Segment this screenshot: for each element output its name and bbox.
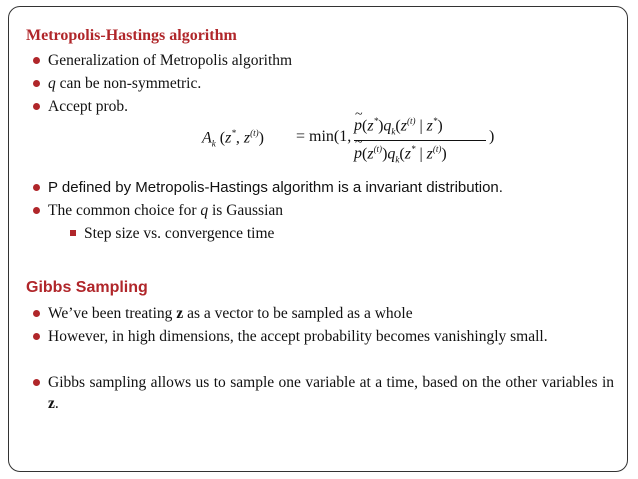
section-title-gibbs-sampling: Gibbs Sampling — [26, 279, 148, 296]
bullet-accept-prob: Accept prob. — [48, 96, 614, 117]
section-title-metropolis-hastings: Metropolis-Hastings algorithm — [26, 27, 237, 44]
formula-min: = min(1, — [296, 128, 352, 145]
sub-bullet-step-size: Step size vs. convergence time — [84, 225, 275, 242]
formula-lhs: $A_k$ (z*, $z^{(t)}$) — [202, 128, 264, 149]
bullet-q-non-symmetric — [48, 73, 614, 94]
bullet-q-non-symmetric-text: q can be non-symmetric. — [48, 75, 202, 92]
bullet-z-vector: We’ve been treating z as a vector to be sampled as a whole — [48, 303, 614, 324]
formula-denominator: ~ $p(z^{(t)})q_k(z^*$ | $z^{(t)}$) — [354, 144, 447, 165]
bullet-gibbs-one-variable: Gibbs sampling allows us to sample one variable at a time, based on the other variables in z. — [48, 374, 614, 412]
formula-numerator: ~ $p(z^*)q_k(z^{(t)}$ | z*) — [354, 116, 443, 137]
formula-close-paren: ) — [489, 128, 495, 145]
bullet-gaussian-choice: The common choice for q is Gaussian — [48, 200, 614, 221]
bullet-high-dimensions: However, in high dimensions, the accept probability becomes vanishingly small. — [48, 326, 614, 347]
formula-fraction-bar — [354, 140, 486, 141]
bullet-generalization: Generalization of Metropolis algorithm — [48, 50, 614, 71]
bullet-invariant-distribution: P defined by Metropolis-Hastings algorithm is a invariant distribution. — [48, 177, 614, 198]
accept-probability-formula — [202, 112, 502, 168]
